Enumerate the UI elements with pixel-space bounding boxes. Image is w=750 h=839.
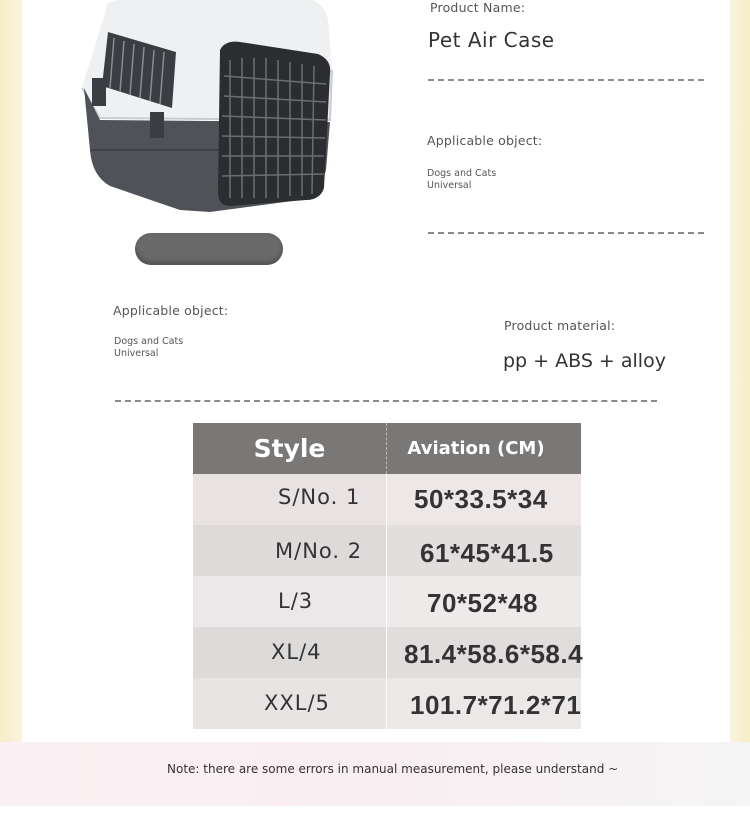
header-style: Style — [253, 434, 326, 463]
product-name-label: Product Name: — [430, 0, 526, 15]
carrier-base-bar — [135, 233, 283, 265]
table-row — [193, 678, 581, 729]
table-row — [193, 627, 584, 678]
style-cell: XXL/5 — [264, 691, 330, 715]
applicable-object-line1: Dogs and Cats — [114, 336, 184, 347]
applicable-object-line2: Universal — [427, 180, 472, 191]
divider — [115, 400, 657, 402]
table-row — [193, 576, 581, 627]
pet-carrier-image — [80, 0, 340, 215]
size-cell: 101.7*71.2*71 — [410, 690, 582, 720]
style-cell: L/3 — [278, 589, 314, 613]
applicable-object-line1: Dogs and Cats — [427, 168, 497, 179]
right-border — [730, 0, 750, 742]
table-header — [193, 423, 581, 474]
size-cell: 50*33.5*34 — [414, 484, 548, 514]
applicable-object-line2: Universal — [114, 348, 159, 359]
table-row — [193, 474, 581, 525]
applicable-object-value-2 — [114, 336, 183, 360]
measurement-note: Note: there are some errors in manual measurement, please understand ~ — [167, 762, 619, 776]
left-border — [0, 0, 22, 742]
style-cell: S/No. 1 — [278, 485, 361, 509]
style-cell: M/No. 2 — [275, 539, 363, 563]
product-name-value: Pet Air Case — [428, 28, 555, 52]
size-cell: 61*45*41.5 — [420, 538, 554, 568]
header-aviation: Aviation (CM) — [407, 438, 545, 459]
style-cell: XL/4 — [271, 640, 322, 664]
applicable-object-value — [427, 168, 496, 192]
divider — [428, 232, 704, 234]
table-row — [193, 525, 581, 576]
size-cell: 70*52*48 — [427, 588, 538, 618]
product-material-value: pp + ABS + alloy — [503, 350, 666, 372]
applicable-object-label: Applicable object: — [427, 133, 543, 148]
applicable-object-label-2: Applicable object: — [113, 303, 229, 318]
product-material-label: Product material: — [504, 318, 616, 333]
size-cell: 81.4*58.6*58.4 — [404, 639, 584, 669]
size-table — [193, 423, 584, 729]
divider — [428, 79, 704, 81]
